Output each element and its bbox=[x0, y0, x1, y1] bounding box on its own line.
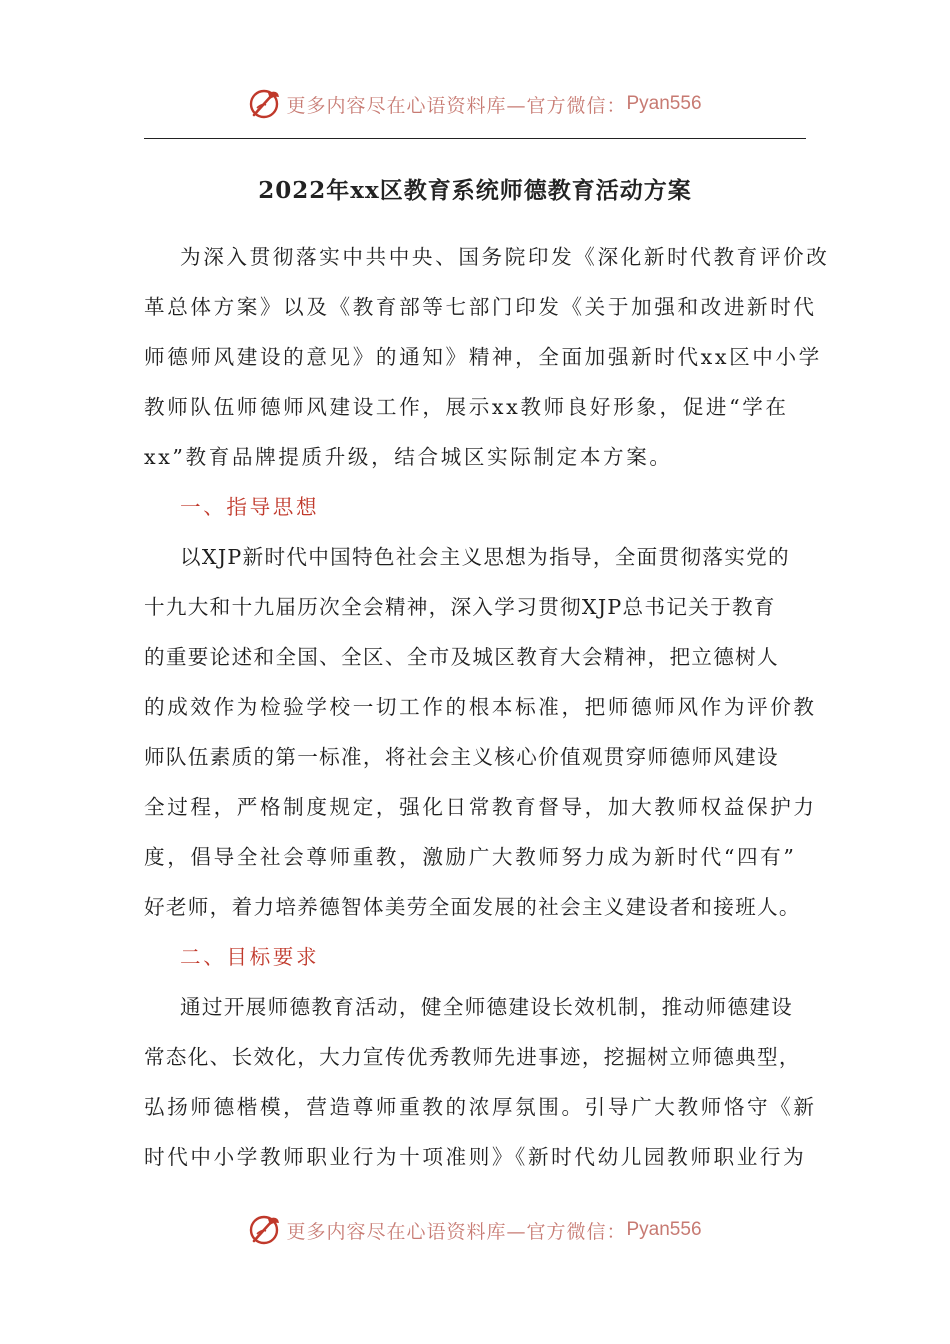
paragraph-line: 以XJP新时代中国特色社会主义思想为指导，全面贯彻落实党的 bbox=[180, 545, 790, 569]
paragraph-line: 师队伍素质的第一标准，将社会主义核心价值观贯穿师德师风建设 bbox=[144, 745, 779, 769]
section-heading-guiding-thought: 一、指导思想 bbox=[180, 495, 320, 519]
paragraph-line: 常态化、长效化，大力宣传优秀教师先进事迹，挖掘树立师德典型， bbox=[144, 1045, 801, 1069]
document-body bbox=[144, 232, 830, 1182]
paragraph-line: 好老师，着力培养德智体美劳全面发展的社会主义建设者和接班人。 bbox=[144, 895, 801, 919]
paragraph-line: 全过程，严格制度规定，强化日常教育督导，加大教师权益保护力 bbox=[144, 795, 817, 819]
banner-wechat-id: Pyan556 bbox=[626, 1219, 702, 1240]
paragraph-line: 的重要论述和全国、全区、全市及城区教育大会精神，把立德树人 bbox=[144, 645, 779, 669]
quill-logo-icon bbox=[248, 1213, 282, 1247]
banner-text: 更多内容尽在心语资料库—官方微信： bbox=[286, 94, 627, 117]
footer-watermark-banner bbox=[0, 1210, 950, 1250]
header-rule bbox=[144, 138, 806, 139]
section-heading-objectives: 二、目标要求 bbox=[180, 945, 320, 969]
paragraph-line: 为深入贯彻落实中共中央、国务院印发《深化新时代教育评价改 bbox=[180, 245, 830, 269]
paragraph-line: xx”教育品牌提质升级，结合城区实际制定本方案。 bbox=[144, 445, 673, 469]
paragraph-line: 通过开展师德教育活动，健全师德建设长效机制，推动师德建设 bbox=[180, 995, 794, 1019]
paragraph-line: 度，倡导全社会尊师重教，激励广大教师努力成为新时代“四有” bbox=[144, 845, 797, 869]
banner-text: 更多内容尽在心语资料库—官方微信： bbox=[286, 1220, 627, 1243]
paragraph-line: 时代中小学教师职业行为十项准则》《新时代幼儿园教师职业行为 bbox=[144, 1145, 807, 1169]
paragraph-line: 教师队伍师德师风建设工作，展示xx教师良好形象，促进“学在 bbox=[144, 395, 789, 419]
paragraph-line: 的成效作为检验学校一切工作的根本标准，把师德师风作为评价教 bbox=[144, 695, 817, 719]
paragraph-line: 弘扬师德楷模，营造尊师重教的浓厚氛围。引导广大教师恪守《新 bbox=[144, 1095, 817, 1119]
quill-logo-icon bbox=[248, 87, 282, 121]
paragraph-line: 革总体方案》以及《教育部等七部门印发《关于加强和改进新时代 bbox=[144, 295, 817, 319]
paragraph-line: 十九大和十九届历次全会精神，深入学习贯彻XJP总书记关于教育 bbox=[144, 595, 776, 619]
paragraph-line: 师德师风建设的意见》的通知》精神，全面加强新时代xx区中小学 bbox=[144, 345, 822, 369]
banner-wechat-id: Pyan556 bbox=[626, 93, 702, 114]
header-watermark-banner bbox=[0, 84, 950, 124]
document-title: 2022年xx区教育系统师德教育活动方案 bbox=[258, 177, 692, 204]
